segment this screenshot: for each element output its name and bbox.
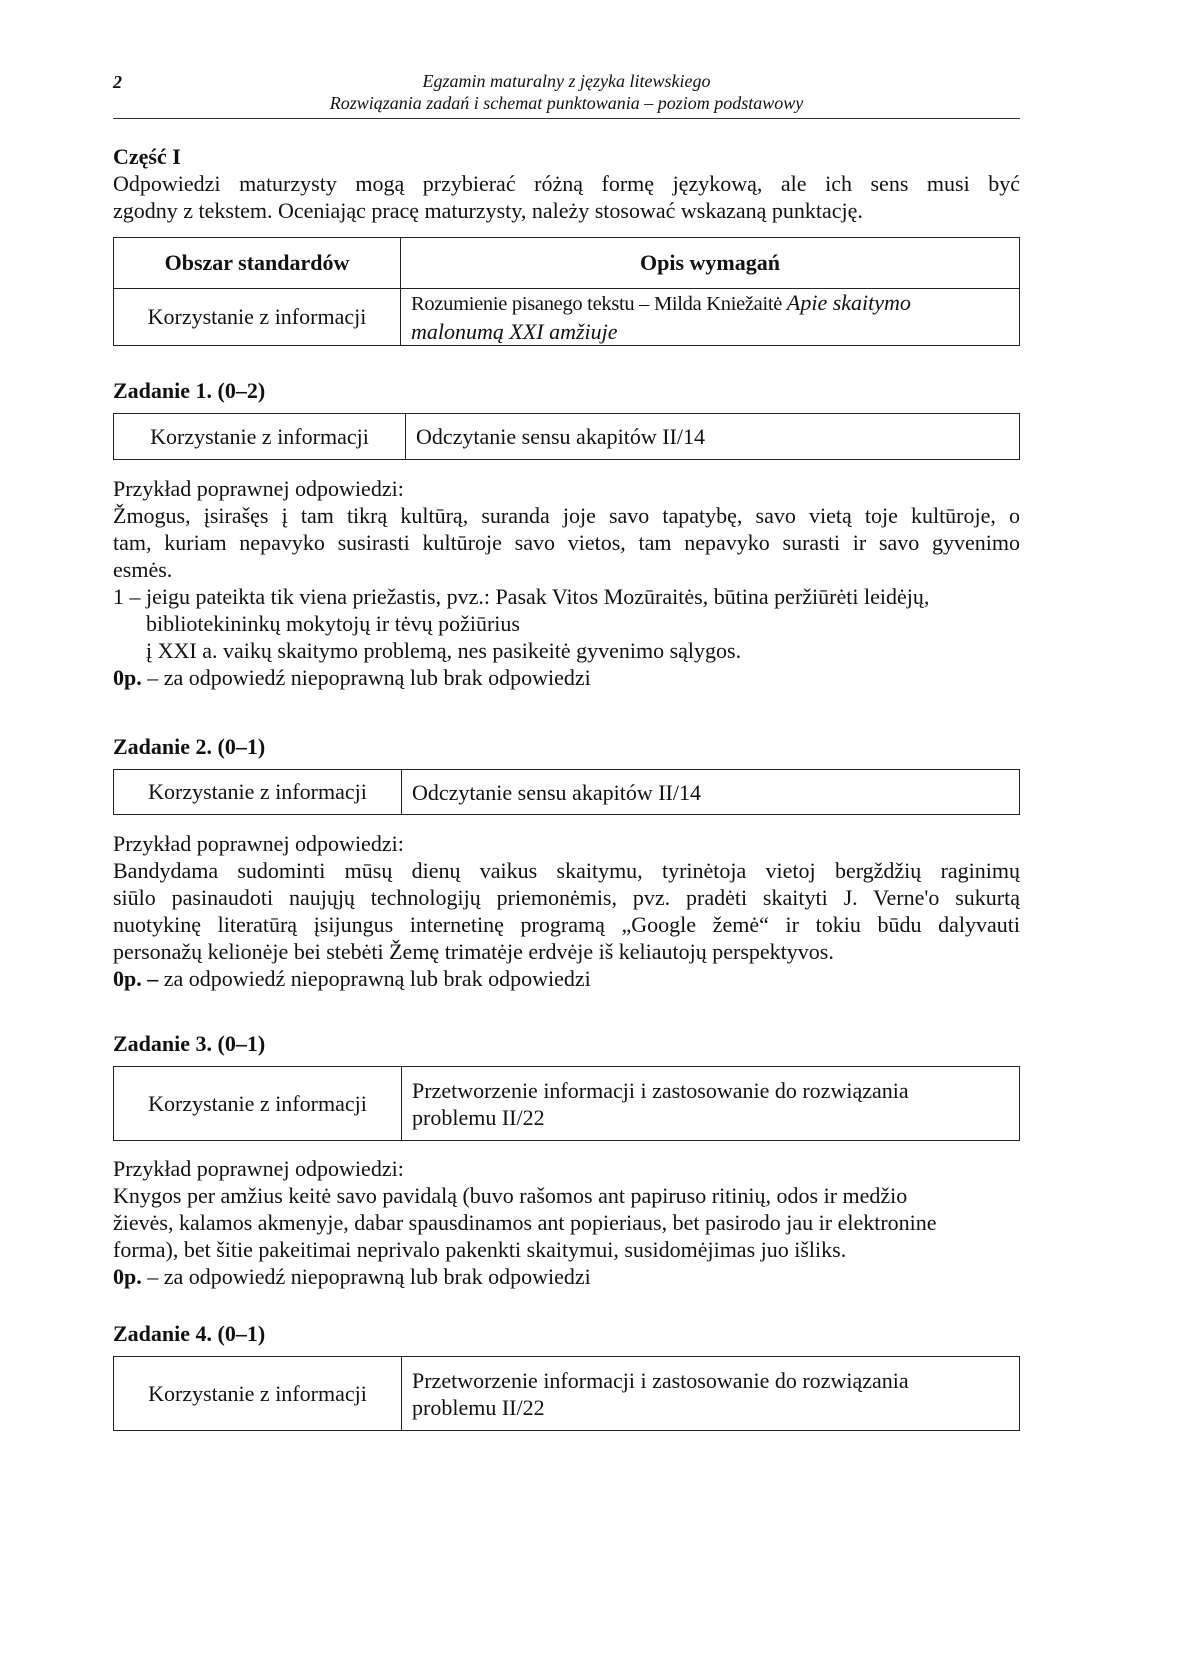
task-heading: Zadanie 2. (0–1) — [113, 734, 266, 759]
answer-line: tam, kuriam nepavyko susirasti kultūroje savo vietos, tam nepavyko surasti ir savo gyvenimo — [113, 530, 1020, 555]
part-intro-line: Odpowiedzi maturzysty mogą przybierać różną formę językową, ale ich sens musi być — [113, 171, 1020, 196]
task-answer-block — [113, 475, 1020, 691]
answer-line: siūlo pasinaudoti naujųjų technologijų priemonėmis, pvz. pradėti skaityti J. Verne'o sukurtą — [113, 885, 1020, 910]
zero-score-line — [113, 1263, 1020, 1290]
answer-line: nuotykinę literatūrą įsijungus internetinę programą „Google žemė“ ir tokiu būdu dalyvauti — [113, 912, 1020, 937]
part-intro — [113, 170, 1020, 224]
task-area-cell: Korzystanie z informacji — [114, 1357, 402, 1431]
header-subtitle: Rozwiązania zadań i schemat punktowania – poziom podstawowy — [329, 93, 804, 113]
partial-score-line: 1 – jeigu pateikta tik viena priežastis, pvz.: Pasak Vitos Mozūraitės, būtina peržiūrėti leidėjų, — [113, 584, 930, 609]
standards-col-desc-header: Opis wymagań — [401, 238, 1020, 289]
answer-line: Žmogus, įsirašęs į tam tikrą kultūrą, suranda joje savo tapatybę, savo vietą toje kultūroje, o — [113, 503, 1020, 528]
zero-score-text: za odpowiedź niepoprawną lub brak odpowiedzi — [158, 966, 591, 991]
zero-score-label: 0p. – — [113, 966, 159, 991]
part-intro-line: zgodny z tekstem. Oceniając pracę maturzysty, należy stosować wskazaną punktację. — [113, 198, 863, 223]
standards-col-area-header: Obszar standardów — [114, 238, 401, 289]
requirement-line: Przetworzenie informacji i zastosowanie do rozwiązania — [412, 1367, 909, 1393]
answer-line: esmės. — [113, 557, 173, 582]
example-label: Przykład poprawnej odpowiedzi: — [113, 476, 404, 501]
zero-score-line — [113, 965, 1020, 992]
page-number: 2 — [113, 72, 122, 92]
header-title: Egzamin maturalny z języka litewskiego — [422, 71, 711, 91]
answer-line: Bandydama sudominti mūsų dienų vaikus skaitymu, tyrinėtoja vietoj bergždžių raginimų — [113, 858, 1020, 883]
requirement-line: Przetworzenie informacji i zastosowanie do rozwiązania — [412, 1077, 909, 1103]
answer-line: Knygos per amžius keitė savo pavidalą (buvo rašomos ant papiruso ritinių, odos ir medžio — [113, 1183, 908, 1208]
task-table — [113, 769, 1020, 815]
example-label: Przykład poprawnej odpowiedzi: — [113, 1156, 404, 1181]
standards-table — [113, 237, 1020, 346]
task-area-cell: Korzystanie z informacji — [114, 414, 406, 460]
requirement-line: problemu II/22 — [412, 1394, 545, 1420]
task-answer-block — [113, 1155, 1020, 1290]
page-header — [113, 70, 1020, 119]
task-table — [113, 413, 1020, 460]
task-table — [113, 1356, 1020, 1431]
task-area-cell: Korzystanie z informacji — [114, 1067, 402, 1141]
zero-score-label: 0p. — [113, 665, 142, 690]
answer-line: žievės, kalamos akmenyje, dabar spausdinamos ant popieriaus, bet pasirodo jau ir elektronine — [113, 1210, 937, 1235]
zero-score-label: 0p. — [113, 1264, 142, 1289]
answer-line: personažų kelionėje bei stebėti Žemę trimatėje erdvėje iš keliautojų perspektyvos. — [113, 939, 834, 964]
standards-desc-prefix: Rozumienie pisanego tekstu – Milda Kniežaitė — [411, 293, 787, 315]
task-requirement-cell: Odczytanie sensu akapitów II/14 — [402, 770, 1020, 815]
answer-line: forma), bet šitie pakeitimai neprivalo pakenkti skaitymui, susidomėjimas juo išliks. — [113, 1237, 847, 1262]
standards-desc-title: Apie skaitymo — [786, 290, 911, 315]
partial-score-line: bibliotekininkų mokytojų ir tėvų požiūrius — [146, 611, 520, 636]
task-heading: Zadanie 3. (0–1) — [113, 1031, 266, 1056]
task-requirement-cell — [402, 1357, 1020, 1431]
zero-score-text: – za odpowiedź niepoprawną lub brak odpowiedzi — [141, 1264, 591, 1289]
zero-score-text: – za odpowiedź niepoprawną lub brak odpowiedzi — [141, 665, 591, 690]
standards-desc-title-cont: malonumą XXI amžiuje — [411, 319, 618, 344]
task-area-cell: Korzystanie z informacji — [114, 770, 402, 815]
task-heading: Zadanie 1. (0–2) — [113, 378, 266, 403]
task-requirement-cell: Odczytanie sensu akapitów II/14 — [406, 414, 1020, 460]
partial-score-line: į XXI a. vaikų skaitymo problemą, nes pasikeitė gyvenimo sąlygos. — [146, 638, 742, 663]
task-answer-block — [113, 830, 1020, 992]
zero-score-line — [113, 664, 1020, 691]
task-heading: Zadanie 4. (0–1) — [113, 1321, 266, 1346]
standards-area-cell: Korzystanie z informacji — [114, 289, 401, 346]
requirement-line: problemu II/22 — [412, 1104, 545, 1130]
task-requirement-cell — [402, 1067, 1020, 1141]
example-label: Przykład poprawnej odpowiedzi: — [113, 831, 404, 856]
part-heading: Część I — [113, 144, 181, 169]
task-table — [113, 1066, 1020, 1141]
standards-desc-cell — [401, 289, 1020, 346]
